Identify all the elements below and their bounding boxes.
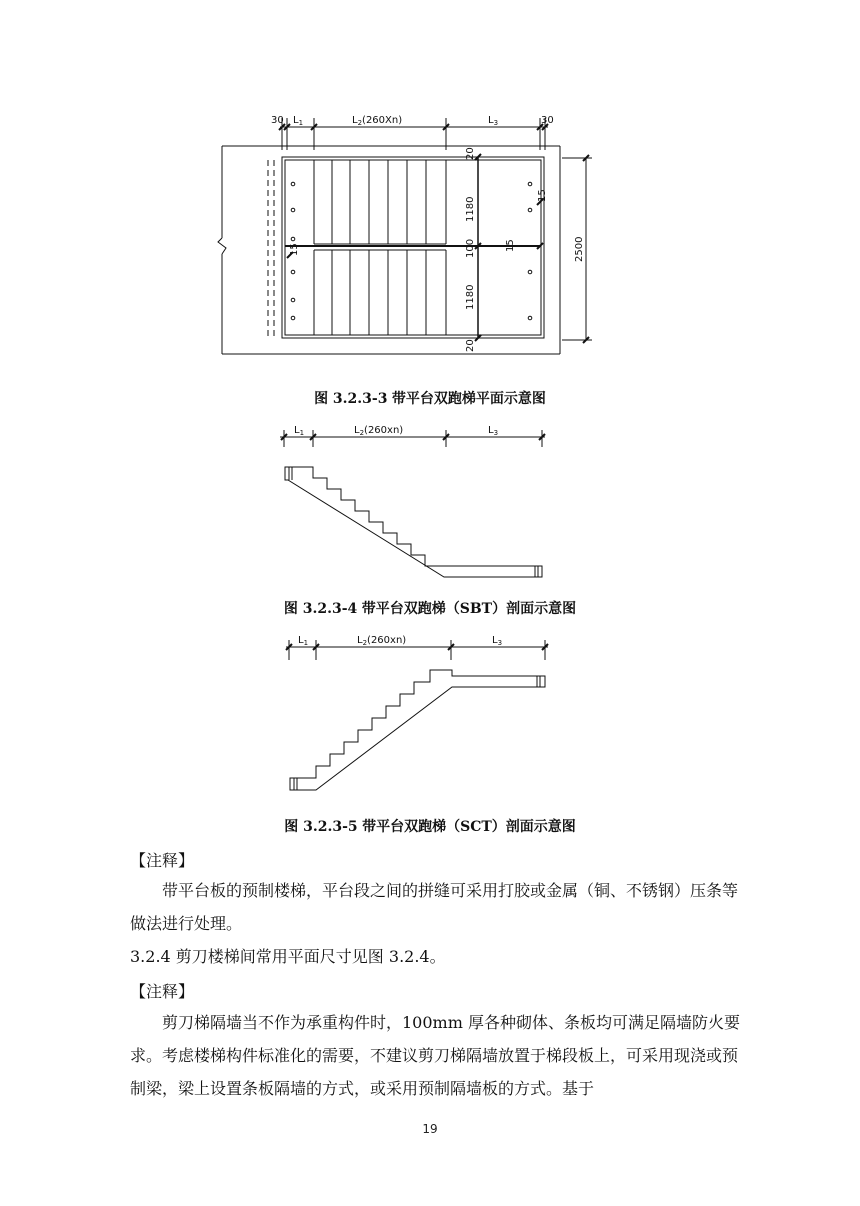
dim-20-top: 20 [465, 147, 476, 160]
dim-15-c: 15 [289, 243, 300, 256]
dim-l3: $L_3$ [488, 115, 499, 127]
dim-15-b: 15 [505, 239, 516, 252]
dim-30-right: 30 [541, 115, 554, 126]
sbt-dim-l2: $L_2(260xn)$ [354, 425, 404, 437]
section-heading-3-2-4: 3.2.4 剪刀楼梯间常用平面尺寸见图 3.2.4。 [130, 947, 446, 966]
dim-15-a: 15 [537, 189, 548, 202]
figure-number-1: 图 3.2.3-3 [314, 391, 388, 407]
note-label-2: 【注释】 [130, 982, 195, 1001]
stair-section-sbt-drawing [0, 415, 860, 585]
figure-title-1: 带平台双跑梯平面示意图 [391, 391, 546, 407]
dim-1180-lower: 1180 [465, 284, 476, 310]
dim-l1: $L_1$ [293, 115, 304, 127]
dim-l2: $L_2(260Xn)$ [352, 115, 403, 127]
note-label-1: 【注释】 [130, 851, 195, 870]
figure-caption-1 [0, 388, 860, 408]
figure-number-3: 图 3.2.3-5 [284, 819, 358, 835]
dim-20-bottom: 20 [465, 339, 476, 352]
dim-30-left: 30 [271, 115, 284, 126]
sbt-dim-l1: $L_1$ [294, 425, 305, 437]
page-number: 19 [422, 1122, 438, 1136]
figure-caption-3 [0, 816, 860, 836]
paragraph-1: 带平台板的预制楼梯，平台段之间的拼缝可采用打胶或金属（铜、不锈钢）压条等做法进行处理。 [130, 881, 739, 933]
sbt-dim-l3: $L_3$ [488, 425, 499, 437]
dim-2500: 2500 [574, 236, 585, 262]
stair-plan-drawing [0, 100, 860, 380]
sct-dim-l2: $L_2(260xn)$ [357, 635, 407, 647]
sct-dim-l3: $L_3$ [492, 635, 503, 647]
stair-section-sct-drawing [0, 625, 860, 805]
paragraph-2: 剪刀梯隔墙当不作为承重构件时，100mm 厚各种砌体、条板均可满足隔墙防火要求。考虑楼梯构件标准化的需要，不建议剪刀梯隔墙放置于梯段板上，可采用现浇或预制梁，梁上设置条板隔墙的方式，或采用预制隔墙板的方式。基于 [130, 1013, 740, 1098]
figure-title-3: 带平台双跑梯（SCT）剖面示意图 [362, 819, 576, 835]
sct-dim-l1: $L_1$ [298, 635, 309, 647]
dim-100: 100 [465, 238, 476, 258]
dim-1180-upper: 1180 [465, 196, 476, 222]
figure-title-2: 带平台双跑梯（SBT）剖面示意图 [361, 601, 577, 617]
figure-caption-2 [0, 598, 860, 618]
figure-number-2: 图 3.2.3-4 [283, 601, 358, 617]
